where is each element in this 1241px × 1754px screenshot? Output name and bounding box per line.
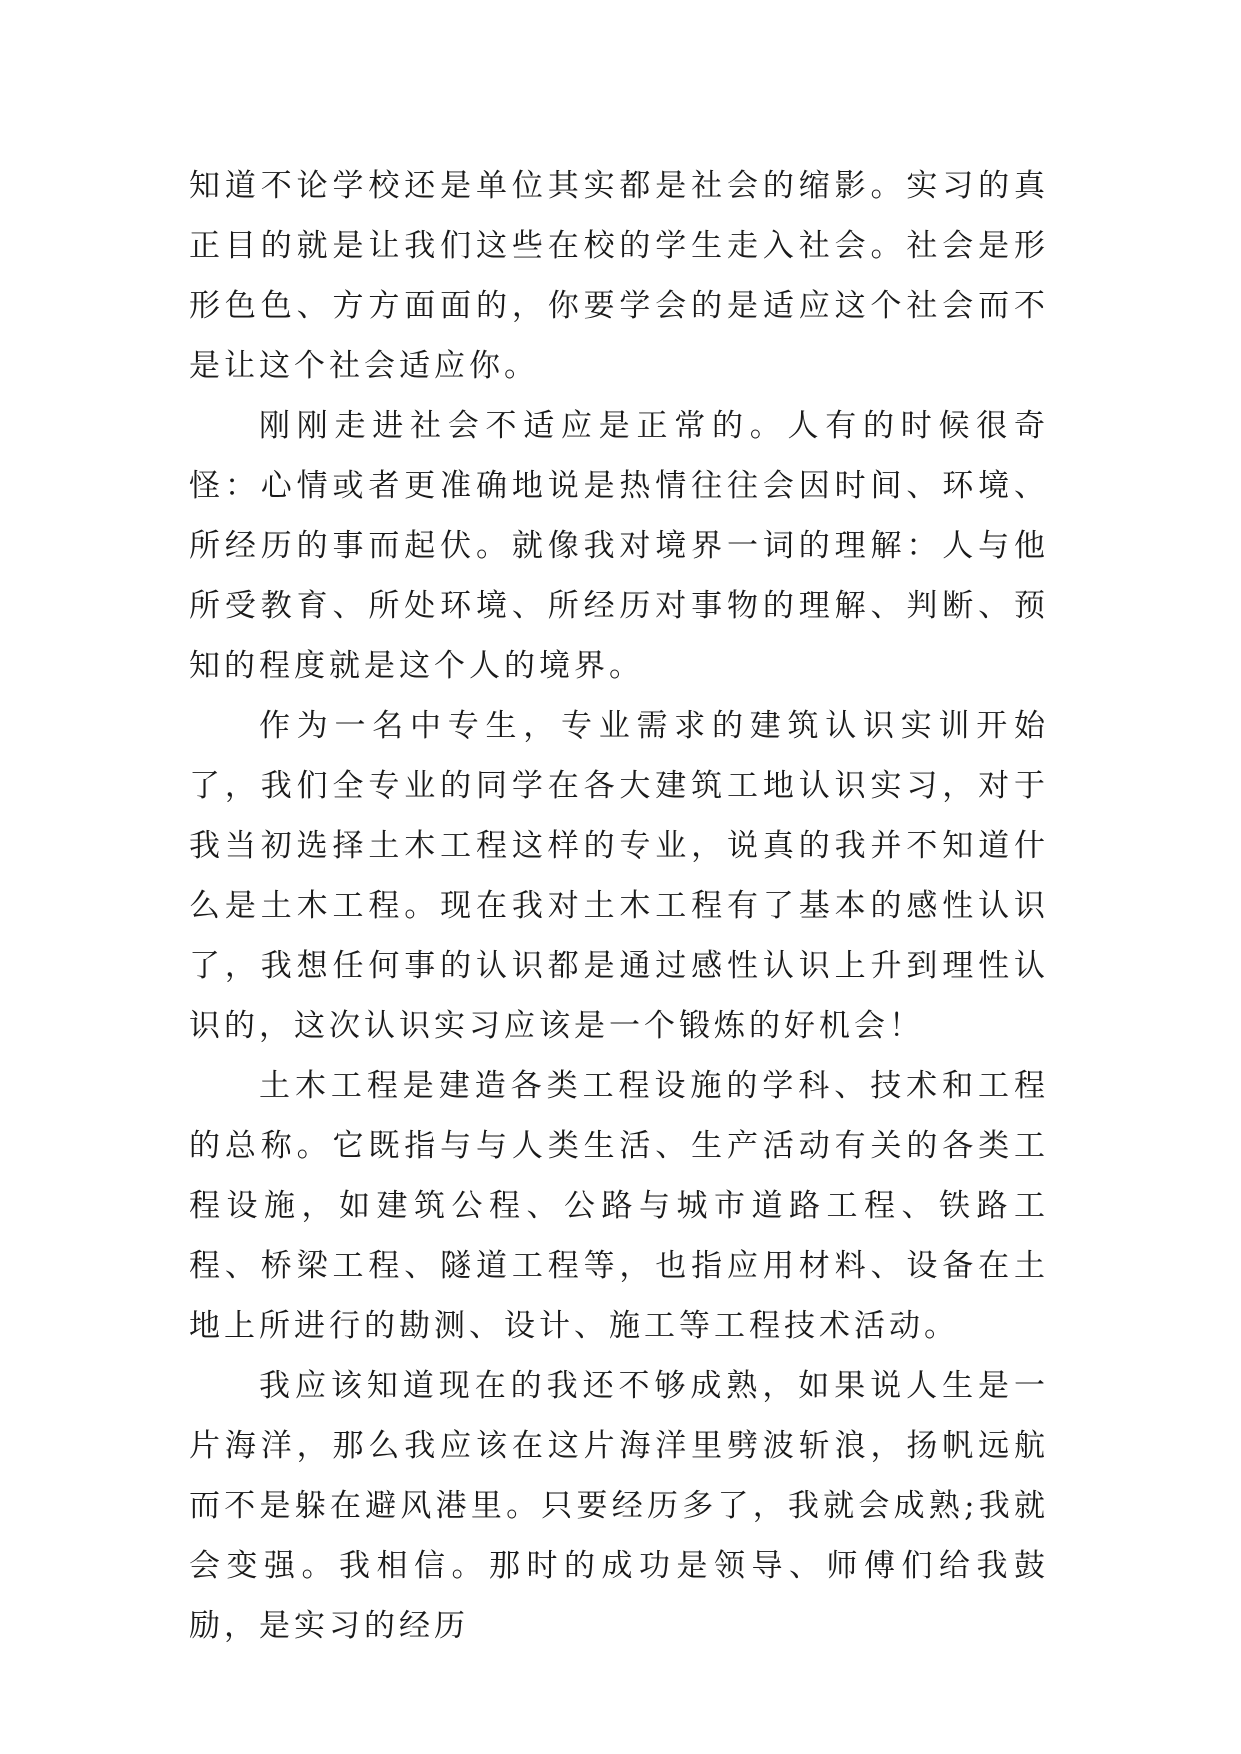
paragraph-5: 我应该知道现在的我还不够成熟，如果说人生是一片海洋，那么我应该在这片海洋里劈波斩浪，扬帆远航而不是躲在避风港里。只要经历多了，我就会成熟;我就会变强。我相信。那时的成功是领导、师傅们给我鼓励，是实习的经历 [189, 1368, 1049, 1644]
paragraph-4: 土木工程是建造各类工程设施的学科、技术和工程的总称。它既指与与人类生活、生产活动有关的各类工程设施，如建筑公程、公路与城市道路工程、铁路工程、桥梁工程、隧道工程等，也指应用材料、设备在土地上所进行的勘测、设计、施工等工程技术活动。 [189, 1068, 1049, 1344]
paragraph-3: 作为一名中专生，专业需求的建筑认识实训开始了，我们全专业的同学在各大建筑工地认识实习，对于我当初选择土木工程这样的专业，说真的我并不知道什么是土木工程。现在我对土木工程有了基本的感性认识了，我想任何事的认识都是通过感性认识上升到理性认识的，这次认识实习应该是一个锻炼的好机会！ [189, 708, 1049, 1044]
paragraph-1: 知道不论学校还是单位其实都是社会的缩影。实习的真正目的就是让我们这些在校的学生走入社会。社会是形形色色、方方面面的，你要学会的是适应这个社会而不是让这个社会适应你。 [189, 168, 1049, 384]
document-body [189, 156, 1049, 1656]
paragraph-2: 刚刚走进社会不适应是正常的。人有的时候很奇怪：心情或者更准确地说是热情往往会因时间、环境、所经历的事而起伏。就像我对境界一词的理解：人与他所受教育、所处环境、所经历对事物的理解、判断、预知的程度就是这个人的境界。 [189, 408, 1049, 684]
